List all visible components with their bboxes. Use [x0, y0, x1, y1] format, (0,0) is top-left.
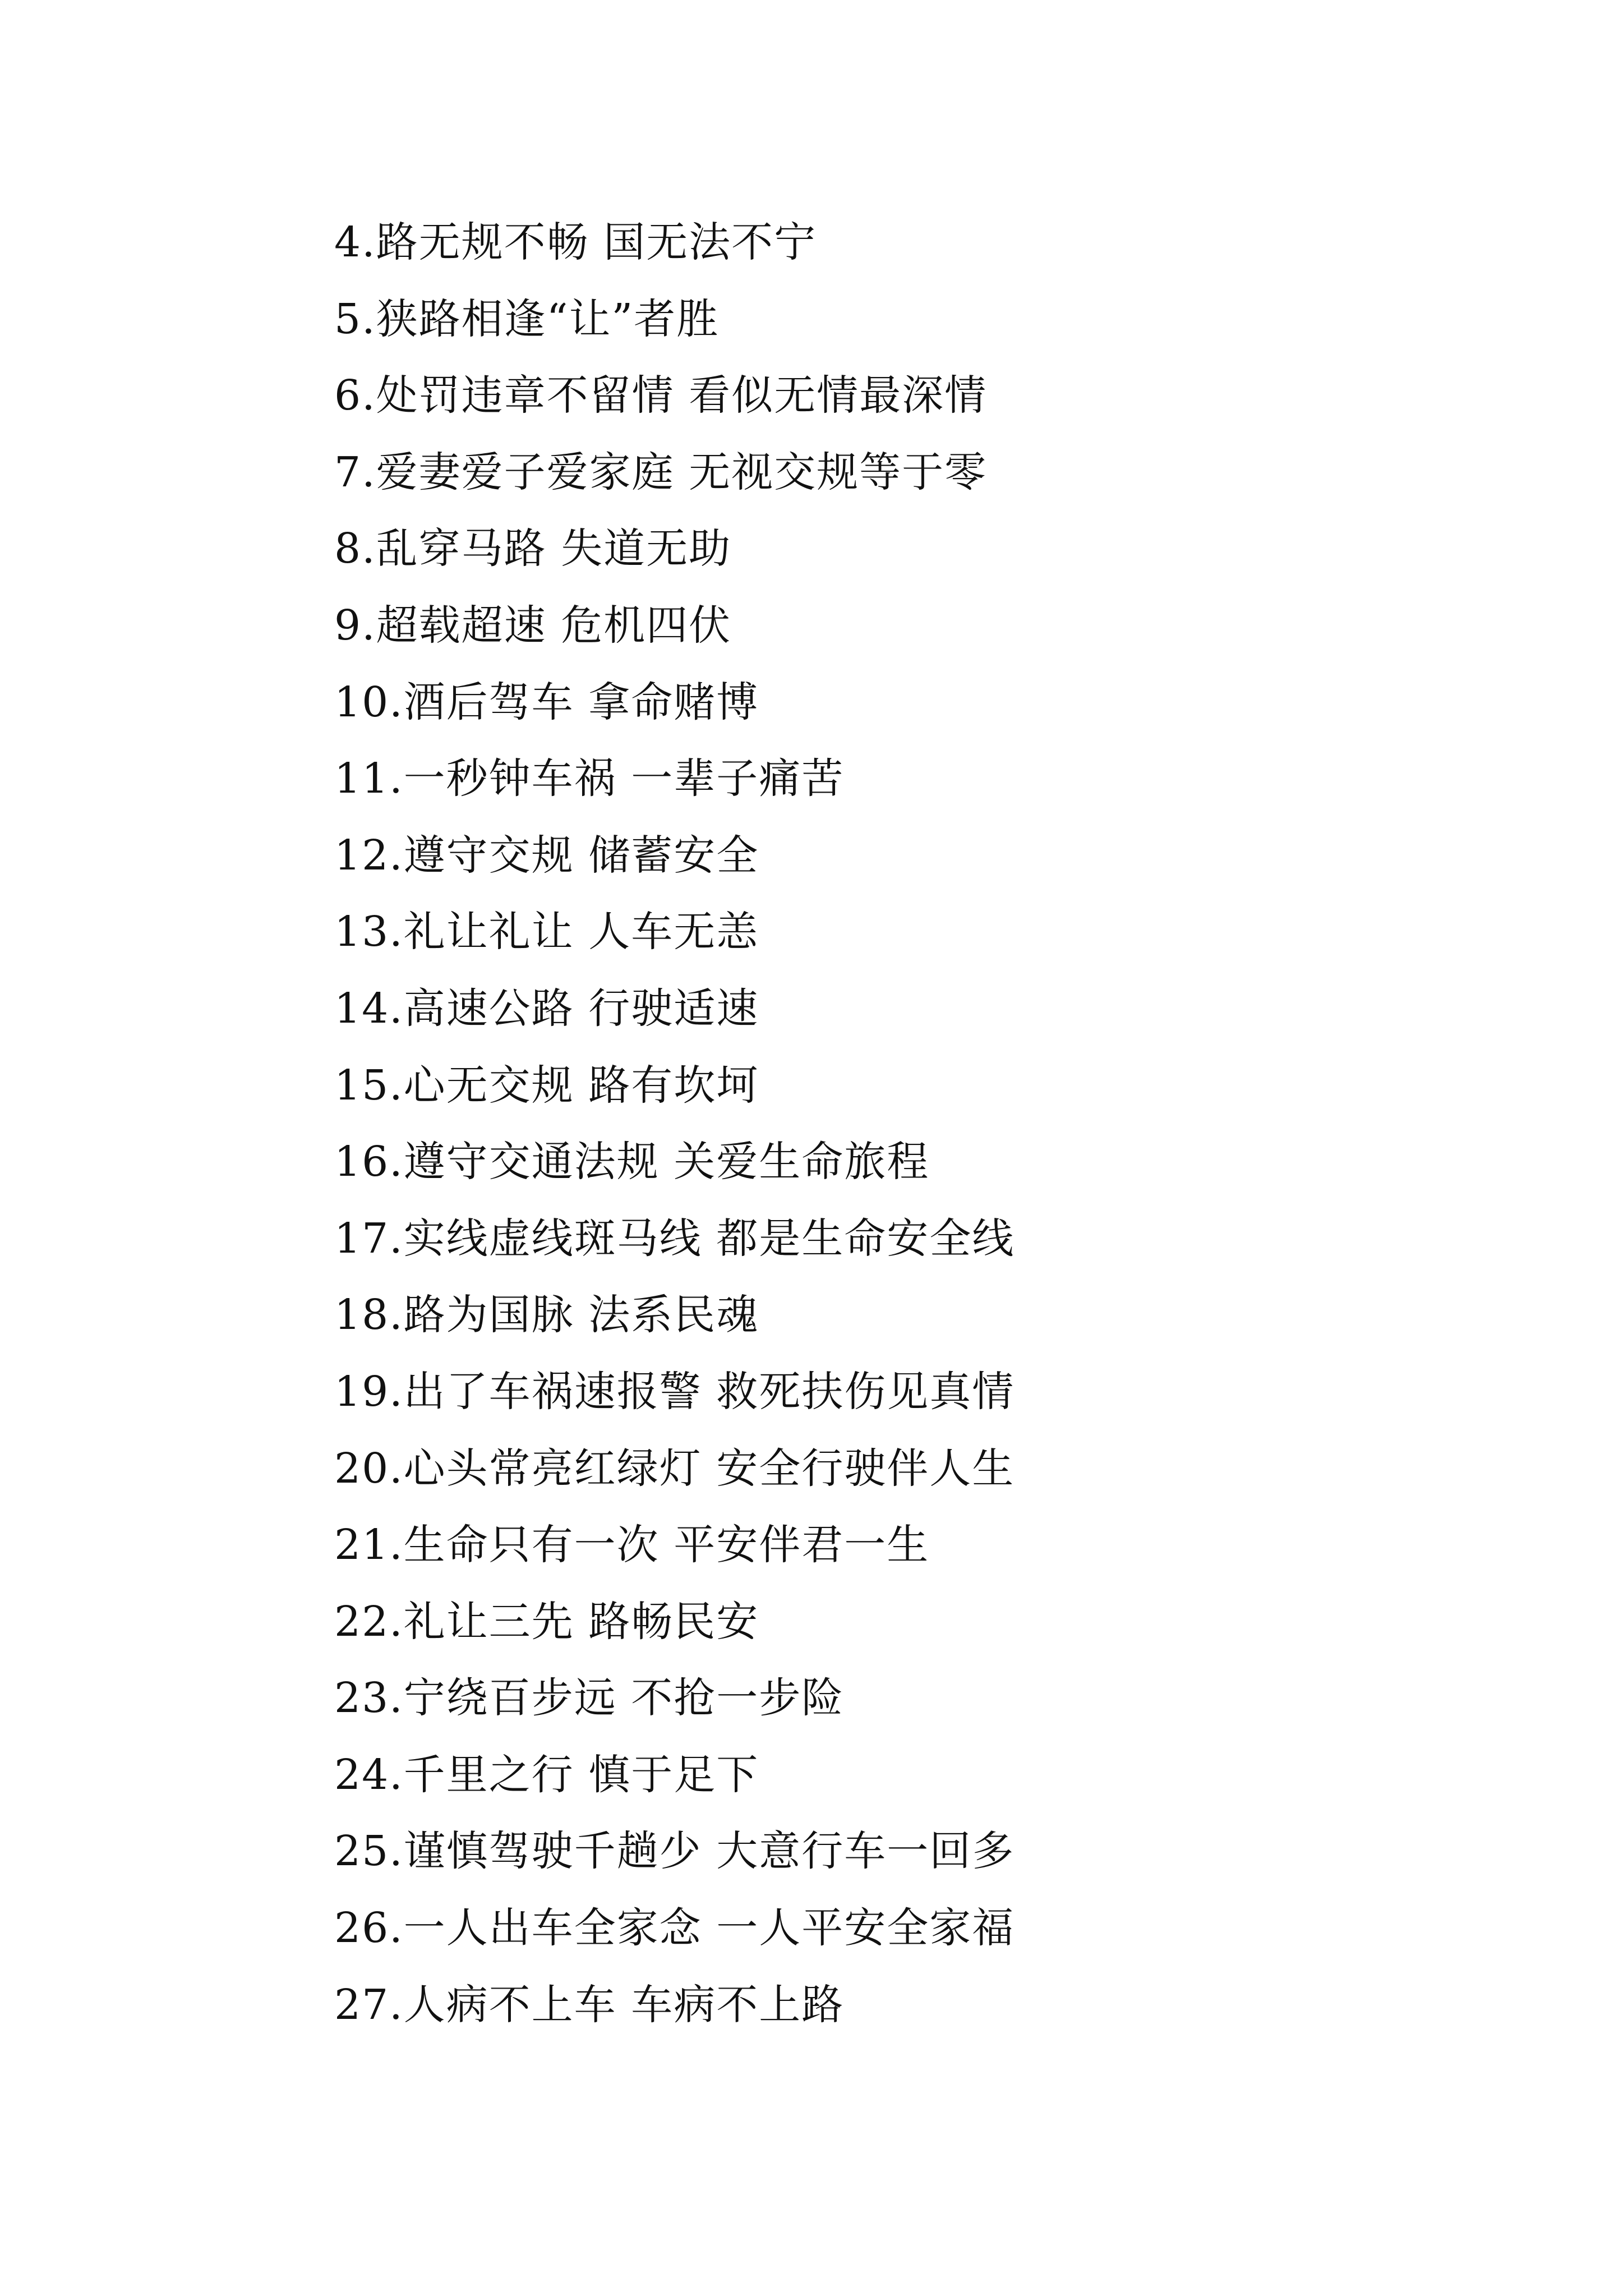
slogan-line-4: 4.路无规不畅 国无法不宁	[334, 218, 817, 266]
slogan-line-25: 25.谨慎驾驶千趟少 大意行车一回多	[334, 1827, 1015, 1876]
slogan-line-16: 16.遵守交通法规 关爱生命旅程	[334, 1138, 930, 1186]
slogan-line-14: 14.高速公路 行驶适速	[334, 984, 759, 1033]
slogan-line-20: 20.心头常亮红绿灯 安全行驶伴人生	[334, 1444, 1015, 1493]
slogan-line-6: 6.处罚违章不留情 看似无情最深情	[334, 371, 988, 420]
slogan-line-26: 26.一人出车全家念 一人平安全家福	[334, 1904, 1015, 1953]
slogan-line-17: 17.实线虚线斑马线 都是生命安全线	[334, 1214, 1015, 1263]
slogan-line-21: 21.生命只有一次 平安伴君一生	[334, 1521, 930, 1570]
slogan-line-13: 13.礼让礼让 人车无恙	[334, 908, 759, 956]
slogan-line-15: 15.心无交规 路有坎坷	[334, 1061, 759, 1110]
slogan-line-24: 24.千里之行 慎于足下	[334, 1750, 759, 1799]
slogan-line-7: 7.爱妻爱子爱家庭 无视交规等于零	[334, 448, 988, 496]
slogan-line-23: 23.宁绕百步远 不抢一步险	[334, 1674, 845, 1723]
slogan-line-18: 18.路为国脉 法系民魂	[334, 1291, 759, 1340]
slogan-line-10: 10.酒后驾车 拿命赌博	[334, 678, 759, 726]
slogan-line-27: 27.人病不上车 车病不上路	[334, 1980, 845, 2029]
slogan-line-11: 11.一秒钟车祸 一辈子痛苦	[334, 754, 845, 803]
slogan-line-9: 9.超载超速 危机四伏	[334, 601, 732, 650]
slogan-line-22: 22.礼让三先 路畅民安	[334, 1597, 759, 1646]
slogan-line-19: 19.出了车祸速报警 救死扶伤见真情	[334, 1367, 1015, 1416]
slogan-line-8: 8.乱穿马路 失道无助	[334, 524, 732, 573]
slogan-list	[334, 204, 1015, 2043]
slogan-line-12: 12.遵守交规 储蓄安全	[334, 831, 759, 880]
slogan-line-5: 5.狭路相逢“让”者胜	[334, 295, 720, 343]
